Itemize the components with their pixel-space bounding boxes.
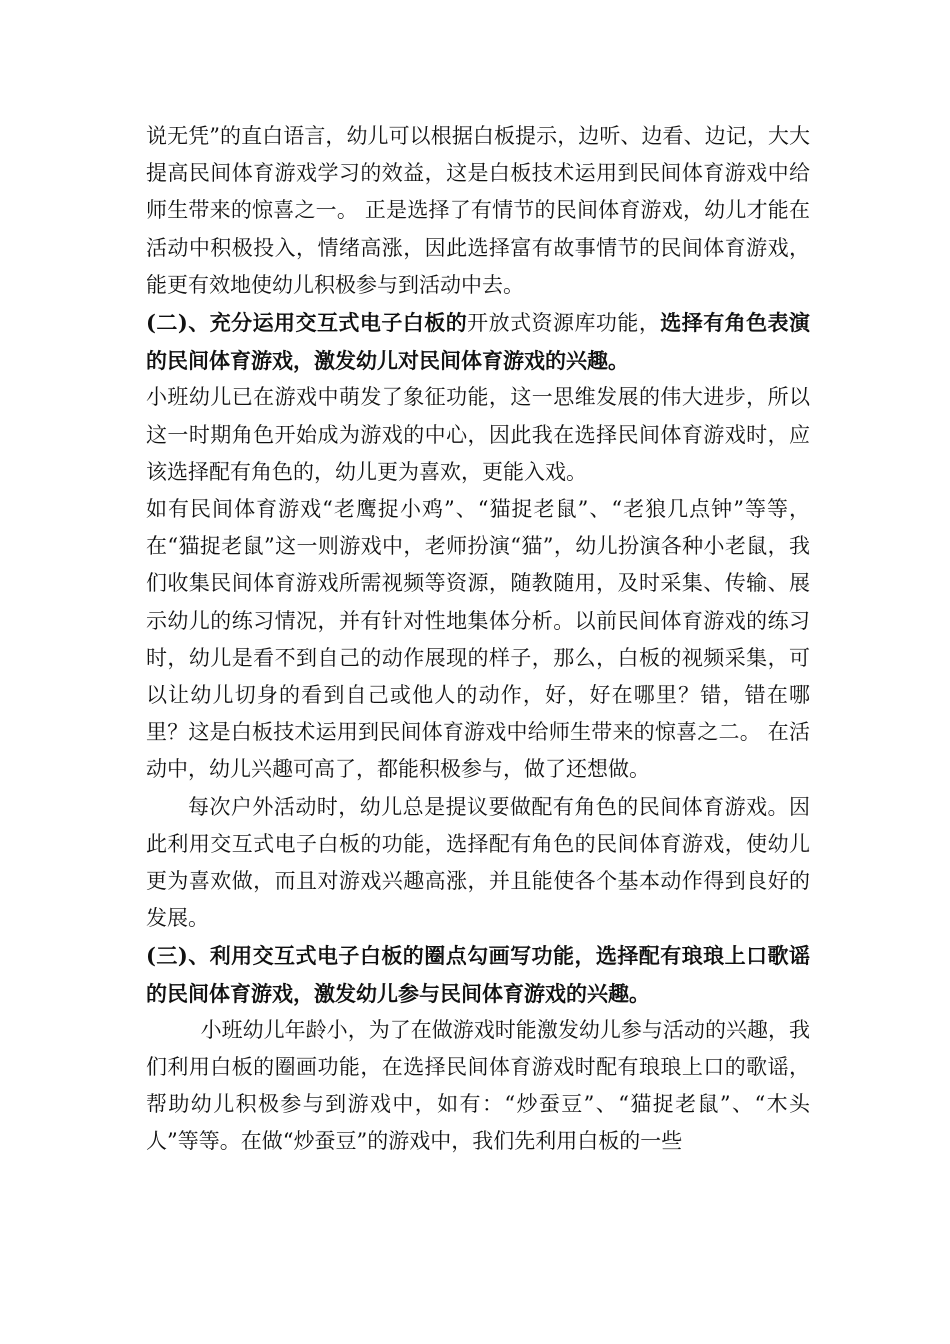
section-heading-3: (三)、利用交互式电子白板的圈点勾画写功能，选择配有琅琅上口歌谣的民间体育游戏，激发幼儿参与民间体育游戏的兴趣。 bbox=[146, 943, 810, 1006]
paragraph-5: 小班幼儿年龄小，为了在做游戏时能激发幼儿参与活动的兴趣，我们利用白板的圈画功能，在选择民间体育游戏时配有琅琅上口的歌谣，帮助幼儿积极参与到游戏中，如有：“炒蚕豆”、“猫捉老鼠”、“木头人”等等。在做“炒蚕豆”的游戏中，我们先利用白板的一些 bbox=[146, 1017, 810, 1154]
section-heading-2-part2: 开放式资源库功能， bbox=[467, 311, 661, 336]
section-heading-2-part1: (二)、充分运用交互式电子白板的 bbox=[146, 310, 468, 336]
paragraph-4: 每次户外活动时，幼儿总是提议要做配有角色的民间体育游戏。因此利用交互式电子白板的功能，选择配有角色的民间体育游戏，使幼儿更为喜欢做，而且对游戏兴趣高涨，并且能使各个基本动作得到良好的发展。 bbox=[146, 794, 810, 931]
paragraph-2: 小班幼儿已在游戏中萌发了象征功能，这一思维发展的伟大进步，所以这一时期角色开始成为游戏的中心，因此我在选择民间体育游戏时，应该选择配有角色的，幼儿更为喜欢，更能入戏。 bbox=[146, 385, 810, 484]
paragraph-3: 如有民间体育游戏“老鹰捉小鸡”、“猫捉老鼠”、“老狼几点钟”等等，在“猫捉老鼠”这一则游戏中，老师扮演“猫”，幼儿扮演各种小老鼠，我们收集民间体育游戏所需视频等资源，随教随用，及时采集、传输、展示幼儿的练习情况，并有针对性地集体分析。以前民间体育游戏的练习时，幼儿是看不到自己的动作展现的样子，那么，白板的视频采集，可以让幼儿切身的看到自己或他人的动作，好，好在哪里？错，错在哪里？这是白板技术运用到民间体育游戏中给师生带来的惊喜之二。 在活动中，幼儿兴趣可高了，都能积极参与，做了还想做。 bbox=[146, 497, 810, 782]
section-heading-2 bbox=[146, 304, 810, 379]
section-heading-2-part3: 选择有角色表演的民间体育游戏，激发幼儿对民间体育游戏的兴趣。 bbox=[146, 310, 811, 374]
paragraph-1: 说无凭”的直白语言，幼儿可以根据白板提示，边听、边看、边记，大大提高民间体育游戏学习的效益，这是白板技术运用到民间体育游戏中给师生带来的惊喜之一。 正是选择了有情节的民间体育游戏，幼儿才能在活动中积极投入，情绪高涨，因此选择富有故事情节的民间体育游戏，能更有效地使幼儿积极参与到活动中去。 bbox=[146, 124, 810, 297]
document-body bbox=[146, 118, 810, 1161]
